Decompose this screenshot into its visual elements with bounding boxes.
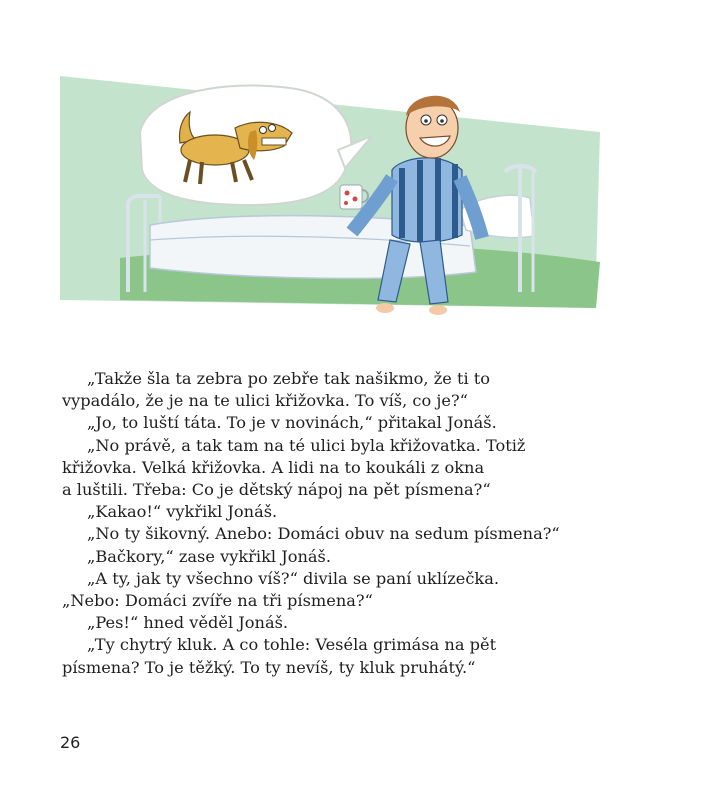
text-line: a luštili. Třeba: Co je dětský nápoj na pět písmena?“ <box>62 480 491 500</box>
text-line: křižovka. Velká křižovka. A lidi na to koukáli z okna <box>62 457 485 477</box>
text-line: „Ty chytrý kluk. A co tohle: Veséla grimása na pět <box>87 635 497 655</box>
text-line: „Nebo: Domáci zvíře na tři písmena?“ <box>62 591 373 611</box>
text-line: „A ty, jak ty všechno víš?“ divila se paní uklízečka. <box>87 568 499 588</box>
text-line: vypadálo, že je na te ulici křižovka. To víš, co je?“ <box>62 391 468 411</box>
illustration-boy-on-bed <box>0 0 713 340</box>
text-line: „Bačkory,“ zase vykřikl Jonáš. <box>87 546 331 566</box>
text-line: písmena? To je těžký. To ty nevíš, ty kluk pruhátý.“ <box>62 657 476 677</box>
text-line: „No právě, a tak tam na té ulici byla křižovatka. Totiž <box>87 435 526 455</box>
text-line: „Jo, to luští táta. To je v novinách,“ přitakal Jonáš. <box>87 413 497 433</box>
page-number: 26 <box>60 733 81 752</box>
story-text <box>62 368 582 679</box>
text-line: „Takže šla ta zebra po zebře tak našikmo, že ti to <box>87 369 491 388</box>
text-line: „No ty šikovný. Anebo: Domáci obuv na sedum písmena?“ <box>87 524 560 544</box>
text-line: „Kakao!“ vykřikl Jonáš. <box>87 502 278 522</box>
text-line: „Pes!“ hned věděl Jonáš. <box>87 613 289 633</box>
